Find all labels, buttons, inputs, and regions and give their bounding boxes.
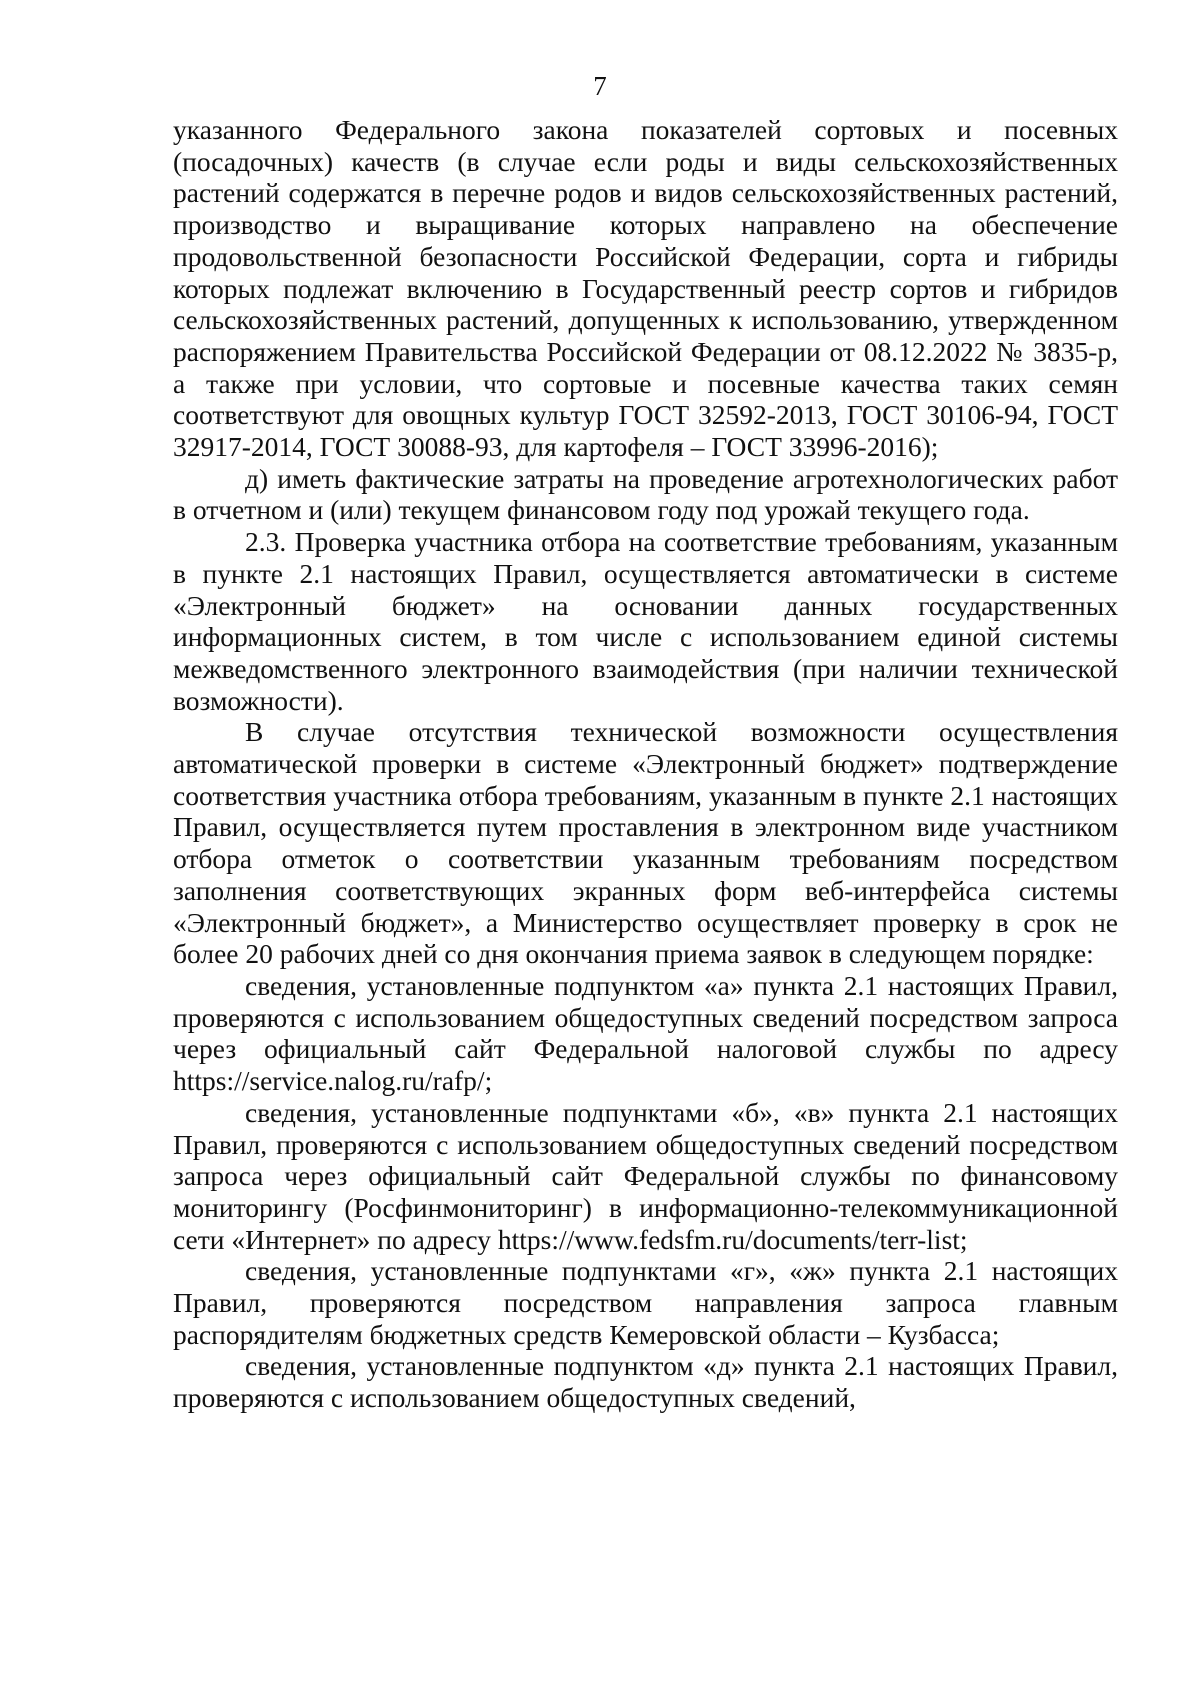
paragraph-continuation: указанного Федерального закона показателей сортовых и посевных (посадочных) качеств (в случае если роды и виды сельскохозяйственных растений содержатся в перечне родов и видов сельскохозяйственных растений, производство и выращивание которых направлено на обеспечение продовольственной безопасности Российской Федерации, сорта и гибриды которых подлежат включению в Государственный реестр сортов и гибридов сельскохозяйственных растений, допущенных к использованию, утвержденном распоряжением Правительства Российской Федерации от 08.12.2022 № 3835-р, а также при условии, что сортовые и посевные качества таких семян соответствуют для овощных культур ГОСТ 32592-2013, ГОСТ 30106-94, ГОСТ 32917-2014, ГОСТ 30088-93, для картофеля – ГОСТ 33996-2016); [173,114,1118,463]
paragraph-check-subitem-d: сведения, установленные подпунктом «д» пункта 2.1 настоящих Правил, проверяются с использованием общедоступных сведений, [173,1350,1118,1414]
paragraph-check-subitem-a: сведения, установленные подпунктом «а» пункта 2.1 настоящих Правил, проверяются с использованием общедоступных сведений посредством запроса через официальный сайт Федеральной налоговой службы по адресу https://service.nalog.ru/rafp/; [173,969,1118,1097]
paragraph-subitem-d: д) иметь фактические затраты на проведение агротехнологических работ в отчетном и (или) текущем финансовом году под урожай текущего года. [173,462,1118,526]
paragraph-no-technical-possibility: В случае отсутствия технической возможности осуществления автоматической проверки в системе «Электронный бюджет» подтверждение соответствия участника отбора требованиям, указанным в пункте 2.1 настоящих Правил, осуществляется путем проставления в электронном виде участником отбора отметок о соответствии указанным требованиям посредством заполнения соответствующих экранных форм веб-интерфейса системы «Электронный бюджет», а Министерство осуществляет проверку в срок не более 20 рабочих дней со дня окончания приема заявок в следующем порядке: [173,716,1118,970]
page-number: 7 [593,71,607,101]
paragraph-section-2-3: 2.3. Проверка участника отбора на соответствие требованиям, указанным в пункте 2.1 настоящих Правил, осуществляется автоматически в системе «Электронный бюджет» на основании данных государственных информационных систем, в том числе с использованием единой системы межведомственного электронного взаимодействия (при наличии технической возможности). [173,526,1118,716]
paragraph-check-subitems-b-v: сведения, установленные подпунктами «б», «в» пункта 2.1 настоящих Правил, проверяются с использованием общедоступных сведений посредством запроса через официальный сайт Федеральной службы по финансовому мониторингу (Росфинмониторинг) в информационно-телекоммуникационной сети «Интернет» по адресу https://www.fedsfm.ru/documents/terr-list; [173,1096,1118,1255]
paragraph-check-subitems-g-zh: сведения, установленные подпунктами «г», «ж» пункта 2.1 настоящих Правил, проверяются посредством направления запроса главным распорядителям бюджетных средств Кемеровской области – Кузбасса; [173,1255,1118,1350]
document-body [173,114,1118,1414]
